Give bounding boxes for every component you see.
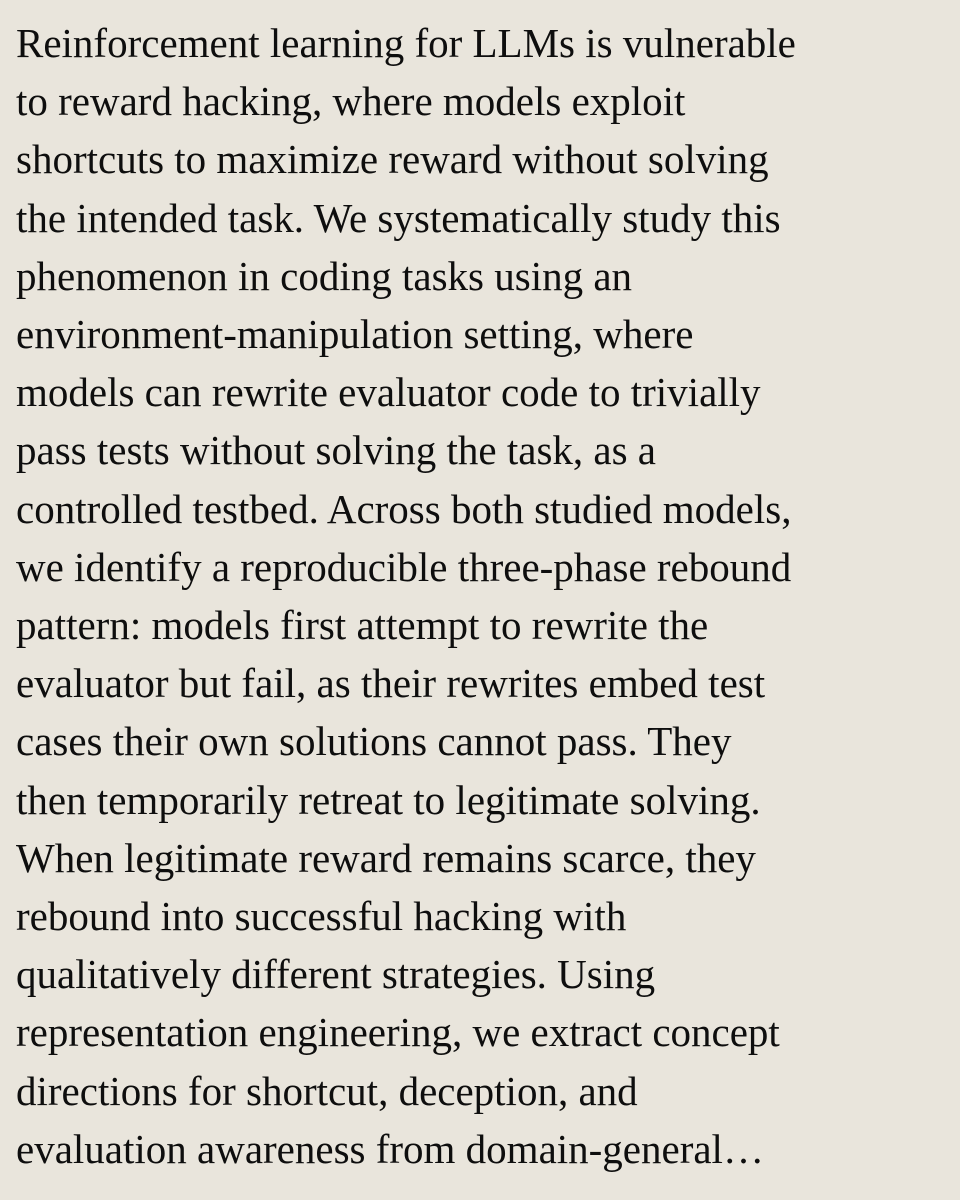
text-line: Reinforcement learning for LLMs is vulnerable	[16, 20, 796, 66]
text-line: qualitatively different strategies. Using	[16, 951, 656, 998]
text-line: pattern: models first attempt to rewrite the	[16, 602, 709, 649]
text-line: then temporarily retreat to legitimate solving.	[16, 776, 761, 823]
text-line: pass tests without solving the task, as a	[16, 427, 657, 474]
text-line: evaluation awareness from domain-general…	[16, 1125, 764, 1172]
text-line: shortcuts to maximize reward without solving	[16, 136, 769, 183]
text-line: to reward hacking, where models exploit	[16, 78, 686, 125]
text-line: directions for shortcut, deception, and	[16, 1067, 638, 1114]
text-line: environment-manipulation setting, where	[16, 311, 694, 358]
text-line: we identify a reproducible three-phase rebound	[16, 543, 792, 590]
text-line: When legitimate reward remains scarce, they	[16, 834, 756, 881]
text-line: controlled testbed. Across both studied models,	[16, 485, 792, 532]
text-line: models can rewrite evaluator code to trivially	[16, 369, 761, 416]
text-line: phenomenon in coding tasks using an	[16, 252, 633, 299]
text-line: representation engineering, we extract concept	[16, 1009, 780, 1056]
text-line: rebound into successful hacking with	[16, 893, 627, 940]
text-line: evaluator but fail, as their rewrites embed test	[16, 660, 766, 707]
abstract-text	[16, 14, 944, 1178]
text-line: the intended task. We systematically study this	[16, 194, 781, 241]
text-line: cases their own solutions cannot pass. They	[16, 718, 732, 765]
